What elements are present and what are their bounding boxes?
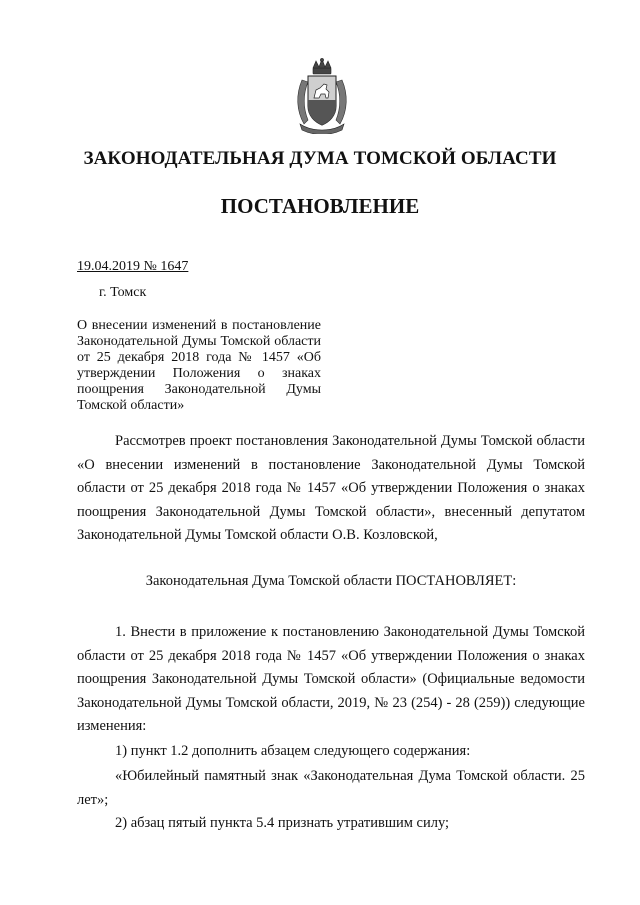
resolution-line: Законодательная Дума Томской области ПОСТАНОВЛЯЕТ: <box>145 573 517 589</box>
item-1-paragraph: 1. Внести в приложение к постановлению Законодательной Думы Томской области от 25 декабря 2018 года № 1457 «Об утверждении Положения о знаках поощрения Законодательной Думы Томской области» (Официальные ведомости Законодательной Думы Томской области, 2019, № 23 (254) - 28 (259)) следующие изменения: <box>77 624 585 734</box>
subitem-1-paragraph: 1) пункт 1.2 дополнить абзацем следующего содержания: <box>115 743 471 759</box>
organization-title: ЗАКОНОДАТЕЛЬНАЯ ДУМА ТОМСКОЙ ОБЛАСТИ <box>83 148 557 169</box>
subitem-2-paragraph: 2) абзац пятый пункта 5.4 признать утратившим силу; <box>115 815 450 831</box>
subitem-1-quote-paragraph: «Юбилейный памятный знак «Законодательная Дума Томской области. 25 лет»; <box>77 768 585 808</box>
subject-block: О внесении изменений в постановление Законодательной Думы Томской области от 25 декабря 2018 года № 1457 «Об утверждении Положения о знаках поощрения Законодательной Думы Томской области» <box>77 318 321 413</box>
coat-of-arms-icon <box>294 58 350 134</box>
preamble-paragraph: Рассмотрев проект постановления Законодательной Думы Томской области «О внесении изменений в постановление Законодательной Думы Томской области от 25 декабря 2018 года № 1457 «Об утверждении Положения о знаках поощрения Законодательной Думы Томской области», внесенный депутатом Законодательной Думы Томской области О.В. Козловской, <box>77 433 585 543</box>
city: г. Томск <box>99 285 147 300</box>
document-type-title: ПОСТАНОВЛЕНИЕ <box>220 194 420 218</box>
date-number: 19.04.2019 № 1647 <box>77 259 189 274</box>
